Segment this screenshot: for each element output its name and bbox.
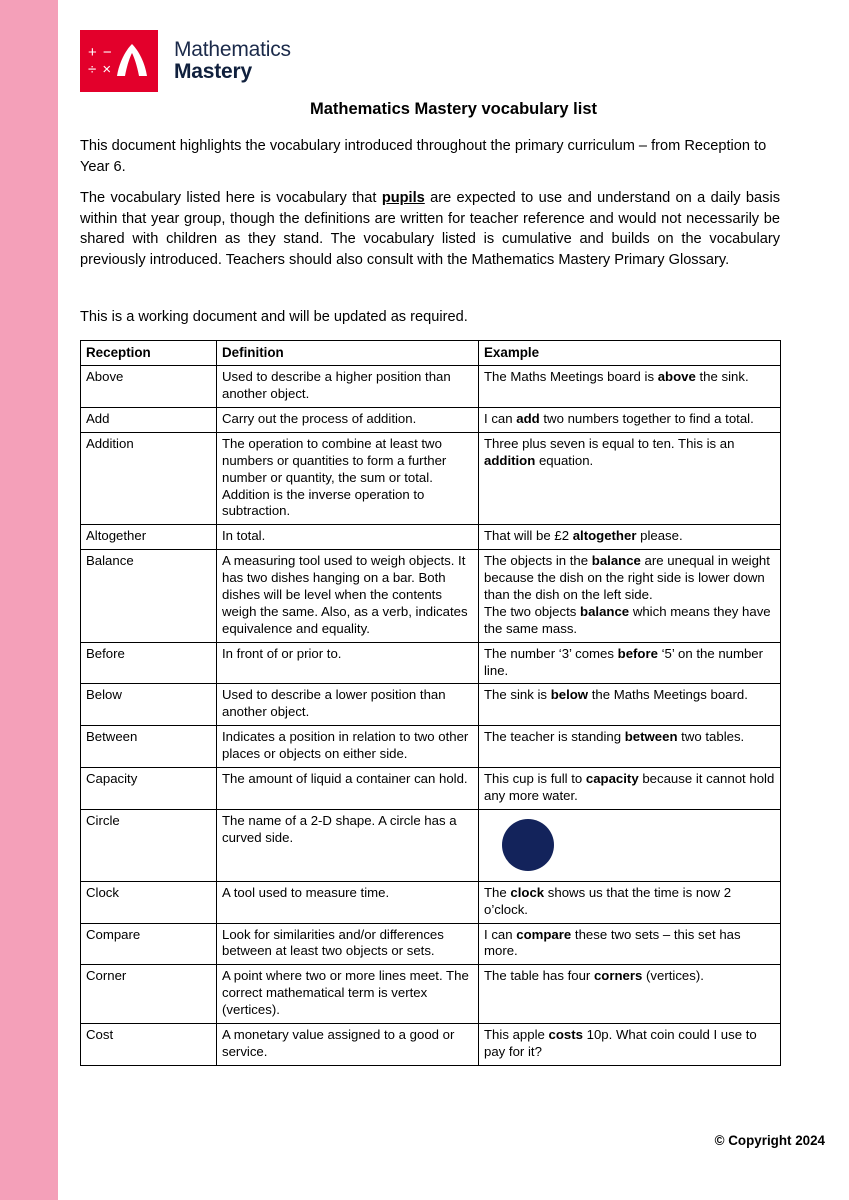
example-text-pre: The number ‘3’ comes [484, 645, 618, 661]
cell-definition: A point where two or more lines meet. The correct mathematical term is vertex (vertices). [217, 965, 479, 1024]
cell-definition: In front of or prior to. [217, 642, 479, 684]
table-header-row [81, 341, 781, 366]
example-text-post: these two sets – this set has more. [484, 926, 741, 959]
example-text-post: the sink. [695, 369, 749, 385]
example-text-post: ‘5’ on the number line. [484, 645, 764, 678]
table-row [81, 1023, 781, 1065]
cell-term: Altogether [81, 525, 217, 550]
example-keyword: below [550, 687, 589, 703]
paragraph-2-text-b: are expected to use and understand on a daily basis within that year group, though the definitions are written for teacher reference and would not necessarily be shared with children as they stand. The vocabulary listed is cumulative and builds on the vocabulary previously introduced. Teachers should also consult with the Mathematics Mastery Primary Glossary. [80, 190, 780, 269]
cell-example [479, 809, 781, 881]
example-text-pre: The teacher is standing [484, 729, 625, 745]
page-title: Mathematics Mastery vocabulary list [309, 100, 598, 118]
intro-paragraph-2 [80, 188, 780, 271]
cell-term: Add [81, 407, 217, 432]
table-row [81, 366, 781, 408]
cell-definition: Carry out the process of addition. [217, 407, 479, 432]
copyright-notice: © Copyright 2024 [714, 1133, 825, 1148]
logo-wordmark [174, 39, 291, 83]
example-text-pre: The objects in the [484, 553, 592, 569]
logo-word-mathematics: Mathematics [174, 37, 291, 61]
logo-ops-line-2: ÷ × [88, 61, 113, 78]
example-text-pre: The Maths Meetings board is [484, 369, 658, 385]
cell-term: Addition [81, 432, 217, 524]
cell-term: Below [81, 684, 217, 726]
example-keyword: above [657, 369, 696, 385]
example-text-pre: This cup is full to [484, 770, 586, 786]
example-text-post: shows us that the time is now 2 o’clock. [484, 884, 732, 917]
example-keyword: capacity [585, 770, 639, 786]
table-row [81, 965, 781, 1024]
example-keyword: altogether [572, 528, 637, 544]
example-text-post: (vertices). [642, 968, 704, 984]
cell-example [479, 366, 781, 408]
example-text-pre: This apple [484, 1026, 549, 1042]
brand-logo [80, 30, 291, 92]
table-row [81, 684, 781, 726]
table-row [81, 767, 781, 809]
cell-definition: In total. [217, 525, 479, 550]
cell-term: Cost [81, 1023, 217, 1065]
example-text-post: two tables. [677, 729, 745, 745]
example-keyword: add [516, 410, 540, 426]
example-text-post: are unequal in weight because the dish on the right side is lower down than the dish on the left side. [484, 553, 770, 602]
example-text-pre: That will be £2 [484, 528, 573, 544]
cell-example [479, 684, 781, 726]
table-row [81, 726, 781, 768]
example-text-pre: I can [484, 926, 517, 942]
cell-term: Circle [81, 809, 217, 881]
cell-example [479, 550, 781, 642]
logo-word-mastery: Mastery [174, 60, 252, 83]
example-keyword: costs [548, 1026, 583, 1042]
table-row [81, 881, 781, 923]
cell-example [479, 726, 781, 768]
cell-example [479, 923, 781, 965]
cell-definition: A measuring tool used to weigh objects. It has two dishes hanging on a bar. Both dishes will be level when the contents weigh the same. Also, as a verb, indicates equivalence and equality. [217, 550, 479, 642]
cell-term: Corner [81, 965, 217, 1024]
intro-paragraph-1: This document highlights the vocabulary introduced throughout the primary curriculum – from Reception to Year 6. [80, 138, 767, 175]
example-text-post: 10p. What coin could I use to pay for it? [484, 1026, 757, 1059]
paragraph-2-emphasis: pupils [381, 190, 425, 206]
cell-definition: Used to describe a higher position than another object. [217, 366, 479, 408]
cell-term: Between [81, 726, 217, 768]
table-row [81, 550, 781, 642]
example-text-post: equation. [535, 452, 594, 468]
table-row [81, 432, 781, 524]
cell-example [479, 407, 781, 432]
paragraph-2-text-a: The vocabulary listed here is vocabulary that [80, 190, 382, 206]
cell-definition: A monetary value assigned to a good or service. [217, 1023, 479, 1065]
table-body [81, 366, 781, 1066]
document-content [58, 0, 849, 1200]
cell-definition: Used to describe a lower position than another object. [217, 684, 479, 726]
example-text-pre: The [484, 884, 511, 900]
logo-a-mark-icon [112, 41, 152, 81]
cell-term: Balance [81, 550, 217, 642]
example-text-pre: The table has four [484, 968, 594, 984]
logo-mark [80, 30, 158, 92]
table-row [81, 642, 781, 684]
example-keyword: compare [516, 926, 572, 942]
cell-term: Compare [81, 923, 217, 965]
cell-example [479, 642, 781, 684]
cell-definition: Look for similarities and/or differences between at least two objects or sets. [217, 923, 479, 965]
column-header-definition: Definition [217, 341, 479, 366]
example-text-post-2: which means they have the same mass. [484, 603, 771, 636]
cell-definition: A tool used to measure time. [217, 881, 479, 923]
table-row [81, 809, 781, 881]
cell-example [479, 881, 781, 923]
example-keyword: corners [593, 968, 643, 984]
cell-term: Capacity [81, 767, 217, 809]
example-text-pre: I can [484, 410, 517, 426]
cell-example [479, 1023, 781, 1065]
vocabulary-table [80, 340, 781, 1066]
cell-example [479, 965, 781, 1024]
example-keyword-2: balance [580, 603, 630, 619]
cell-definition: The operation to combine at least two numbers or quantities to form a further number or quantity, the sum or total. Addition is the inverse operation to subtraction. [217, 432, 479, 524]
example-text-post: please. [636, 528, 683, 544]
example-text-pre-2: The two objects [484, 603, 581, 619]
example-text-post: two numbers together to find a total. [539, 410, 754, 426]
cell-definition: The amount of liquid a container can hold. [217, 767, 479, 809]
column-header-term: Reception [81, 341, 217, 366]
cell-definition: Indicates a position in relation to two other places or objects on either side. [217, 726, 479, 768]
circle-shape-illustration [502, 819, 554, 871]
cell-term: Clock [81, 881, 217, 923]
cell-term: Above [81, 366, 217, 408]
cell-example [479, 525, 781, 550]
example-text-post: the Maths Meetings board. [588, 687, 748, 703]
example-keyword: before [617, 645, 658, 661]
table-row [81, 923, 781, 965]
cell-example [479, 767, 781, 809]
table-row [81, 407, 781, 432]
example-keyword: between [624, 729, 678, 745]
example-text-pre: Three plus seven is equal to ten. This is an [484, 435, 735, 451]
cell-definition: The name of a 2-D shape. A circle has a curved side. [217, 809, 479, 881]
table-row [81, 525, 781, 550]
pink-side-bar [0, 0, 58, 1200]
example-keyword: clock [510, 884, 545, 900]
column-header-example: Example [479, 341, 781, 366]
cell-example [479, 432, 781, 524]
example-keyword: addition [484, 452, 536, 468]
example-text-post: because it cannot hold any more water. [484, 770, 775, 803]
example-text-pre: The sink is [484, 687, 551, 703]
example-keyword: balance [591, 553, 641, 569]
cell-term: Before [81, 642, 217, 684]
intro-paragraph-3: This is a working document and will be updated as required. [80, 309, 468, 325]
logo-ops-line-1: + − [88, 44, 113, 61]
